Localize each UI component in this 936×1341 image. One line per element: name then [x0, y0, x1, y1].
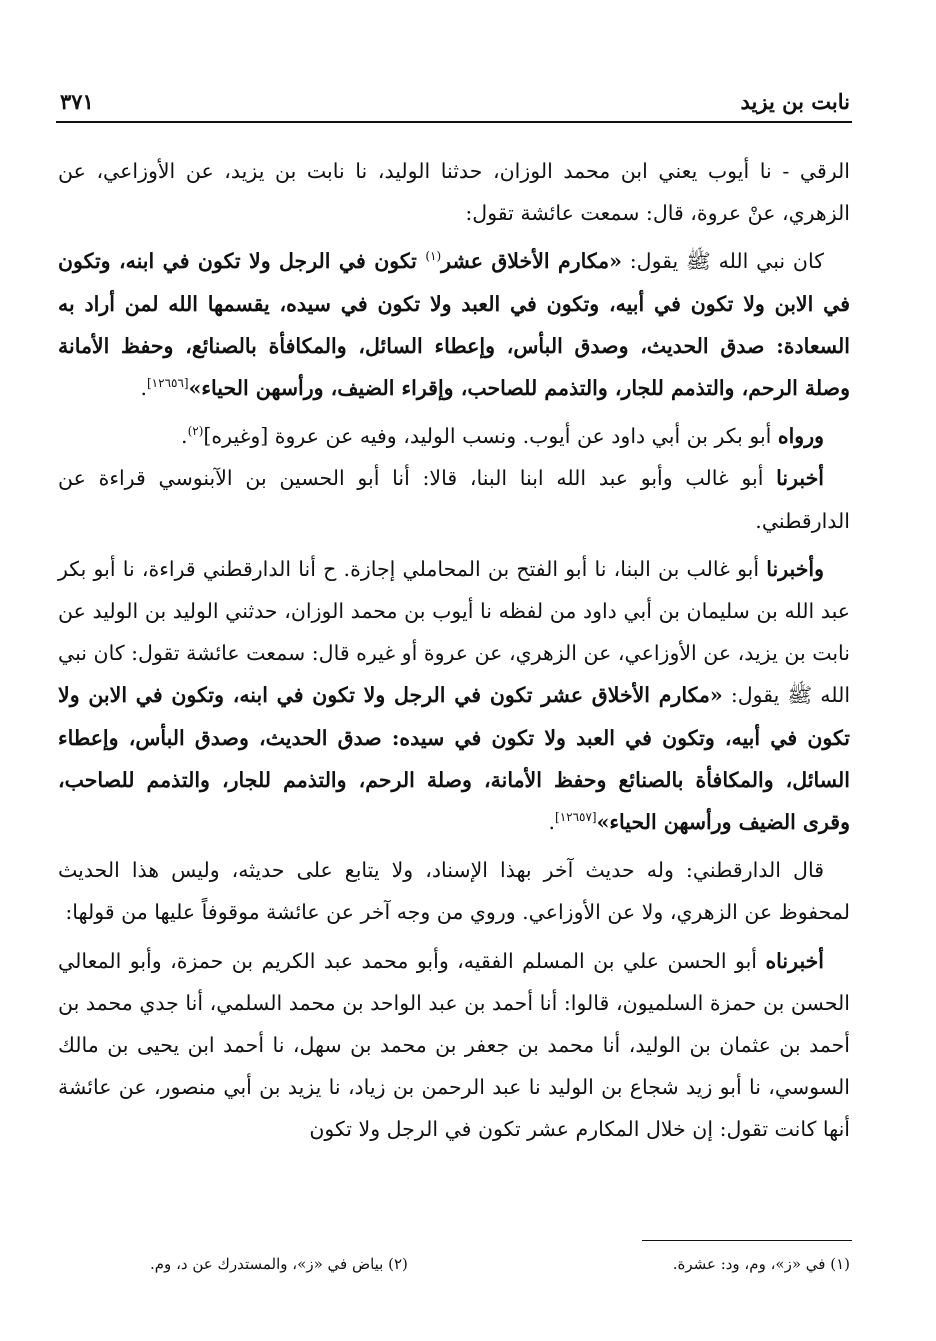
hadith-quote: «مكارم الأخلاق عشر تكون في الرجل ولا تكون في ابنه، وتكون في الابن ولا تكون في أبيه، وتكون في العبد ولا تكون في سيده: صدق الحديث، وصدق البأس، وإعطاء السائل، والمكافأة بالصنائع وحفظ الأمانة، وصلة الرحم، والتذمم للجار، والتذمم للصاحب، وقرى الضيف ورأسهن الحياء» — [58, 683, 850, 835]
footnote-rule — [642, 1240, 852, 1241]
footnote-1: (١) في «ز»، وم، ود: عشرة. — [672, 1255, 850, 1273]
paragraph-7 — [58, 940, 850, 1151]
paragraph-text: أبو بكر بن أبي داود عن أيوب. ونسب الوليد، وفيه عن عروة [وغيره] — [203, 424, 778, 449]
paragraph-text: أبو غالب وأبو عبد الله ابنا البنا، قالا: أنا أبو الحسين بن الآبنوسي قراءة عن الدارقطني. — [58, 466, 850, 533]
header-rule — [56, 121, 852, 123]
paragraph-5 — [58, 548, 850, 843]
paragraph-4 — [58, 457, 850, 541]
paragraph-text: أبو الحسن علي بن المسلم الفقيه، وأبو محمد عبد الكريم بن حمزة، وأبو المعالي الحسن بن حمزة السلميون، قالوا: أنا أحمد بن عبد الواحد بن محمد السلمي، أنا جدي محمد بن أحمد بن عثمان بن الوليد، أنا محمد بن جعفر بن محمد بن سهل، نا أحمد ابن يحيى بن مالك السوسي، نا أبو زيد شجاع بن الوليد نا عبد الرحمن بن زياد، نا يزيد بن أبي منصور، عن عائشة أنها كانت تقول: إن خلال المكارم عشر تكون في الرجل ولا تكون — [58, 948, 850, 1142]
hadith-number: [١٢٦٥٧] — [555, 810, 597, 825]
hadith-quote-cont: تكون في الرجل ولا تكون في ابنه، وتكون في الابن ولا تكون في أبيه، وتكون في العبد ولا تكون في سيده، يقسمها الله لمن أراد به السعادة: صدق الحديث، وصدق البأس، وإعطاء السائل، والمكافأة بالصنائع، وحفظ الأمانة وصلة الرحم، والتذمم للجار، والتذمم للصاحب، وإقراء الضيف، ورأسهن الحياء» — [58, 249, 850, 401]
paragraph-1: الرقي - نا أيوب يعني ابن محمد الوزان، حدثنا الوليد، نا نابت بن يزيد، عن الأوزاعي، عن الزهري، عنْ عروة، قال: سمعت عائشة تقول: — [58, 159, 850, 226]
lead-word: أخبرنا — [776, 466, 824, 491]
paragraph-6: قال الدارقطني: وله حديث آخر بهذا الإسناد، ولا يتابع على حديثه، وليس هذا الحديث لمحفوظ عن الزهري، ولا عن الأوزاعي. وروي من وجه آخر عن عائشة موقوفاً عليها من قولها: — [58, 858, 850, 925]
footnote-2: (٢) بياض في «ز»، والمستدرك عن د، وم. — [150, 1255, 408, 1273]
paragraph-text: أبو غالب بن البنا، نا أبو الفتح بن المحاملي إجازة. ح أنا الدارقطني قراءة، نا أبو بكر عبد الله بن سليمان بن أبي داود من لفظه نا أيوب بن محمد الوزان، حدثني الوليد بن الوليد عن نابت بن يزيد، عن الأوزاعي، عن الزهري، عن عروة أو غيره قال: سمعت عائشة تقول: كان نبي الله ﷺ يقول: — [58, 556, 851, 708]
full-stop: . — [181, 424, 188, 449]
hadith-number: [١٢٦٥٦] — [146, 376, 189, 391]
footnotes — [150, 1252, 850, 1276]
full-stop: . — [140, 376, 147, 401]
footnote-ref-2: (٢) — [187, 424, 204, 439]
lead-word: أخبرناه — [765, 948, 824, 973]
hadith-intro: كان نبي الله ﷺ يقول: — [621, 249, 824, 274]
footnote-ref-1: (١) — [425, 249, 442, 264]
hadith-quote: «مكارم الأخلاق عشر — [441, 249, 622, 274]
page-number: ٣٧١ — [60, 89, 94, 114]
lead-word: ورواه — [777, 424, 824, 449]
main-text — [58, 150, 850, 1151]
lead-word: وأخبرنا — [766, 556, 824, 581]
page-header — [60, 78, 850, 114]
running-title: نابت بن يزيد — [740, 89, 850, 114]
paragraph-2 — [58, 240, 850, 409]
paragraph-3 — [58, 415, 850, 457]
full-stop: . — [548, 810, 555, 835]
